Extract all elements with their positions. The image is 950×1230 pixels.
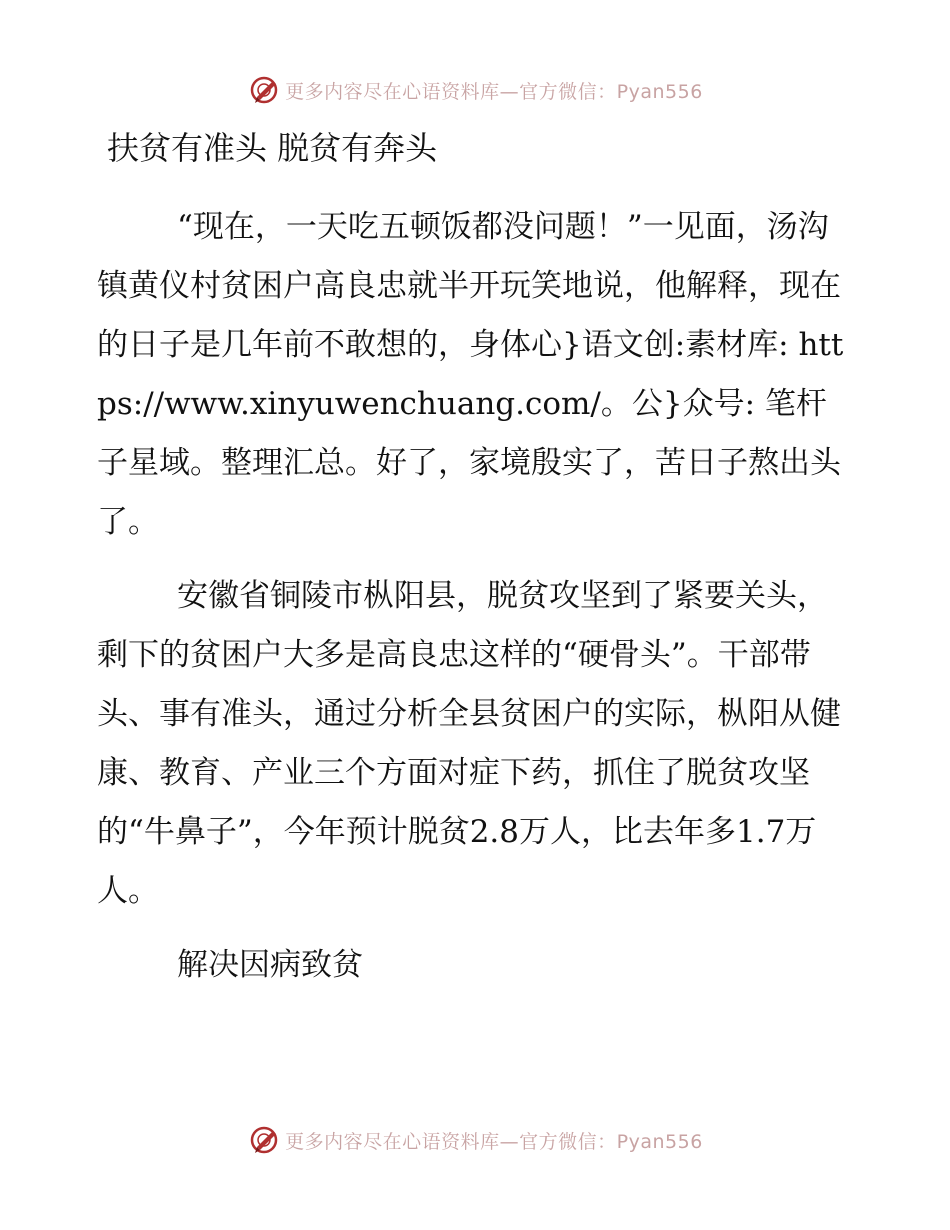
document-body (97, 198, 857, 1010)
header-watermark-text: 更多内容尽在心语资料库—官方微信：Pyan556 (285, 80, 703, 103)
pen-logo-icon (247, 73, 281, 107)
document-title: 扶贫有准头 脱贫有奔头 (107, 129, 438, 167)
footer-watermark-text: 更多内容尽在心语资料库—官方微信：Pyan556 (285, 1130, 703, 1153)
header-watermark-banner (0, 70, 950, 110)
paragraph-1: “现在，一天吃五顿饭都没问题！”一见面，汤沟镇黄仪村贫困户高良忠就半开玩笑地说，他解释，现在的日子是几年前不敢想的，身体心}语文创:素材库: https://www.xinyuwenchuang.com/。公}众号: 笔杆子星域。整理汇总。好了，家境殷实了，苦日子熬出头了。 (97, 209, 844, 540)
pen-logo-icon (247, 1123, 281, 1157)
section-heading: 解决因病致贫 (177, 947, 363, 983)
footer-watermark-banner (0, 1120, 950, 1160)
paragraph-2: 安徽省铜陵市枞阳县，脱贫攻坚到了紧要关头，剩下的贫困户大多是高良忠这样的“硬骨头”。干部带头、事有准头，通过分析全县贫困户的实际，枞阳从健康、教育、产业三个方面对症下药，抓住了脱贫攻坚的“牛鼻子”，今年预计脱贫2.8万人，比去年多1.7万人。 (97, 578, 841, 909)
